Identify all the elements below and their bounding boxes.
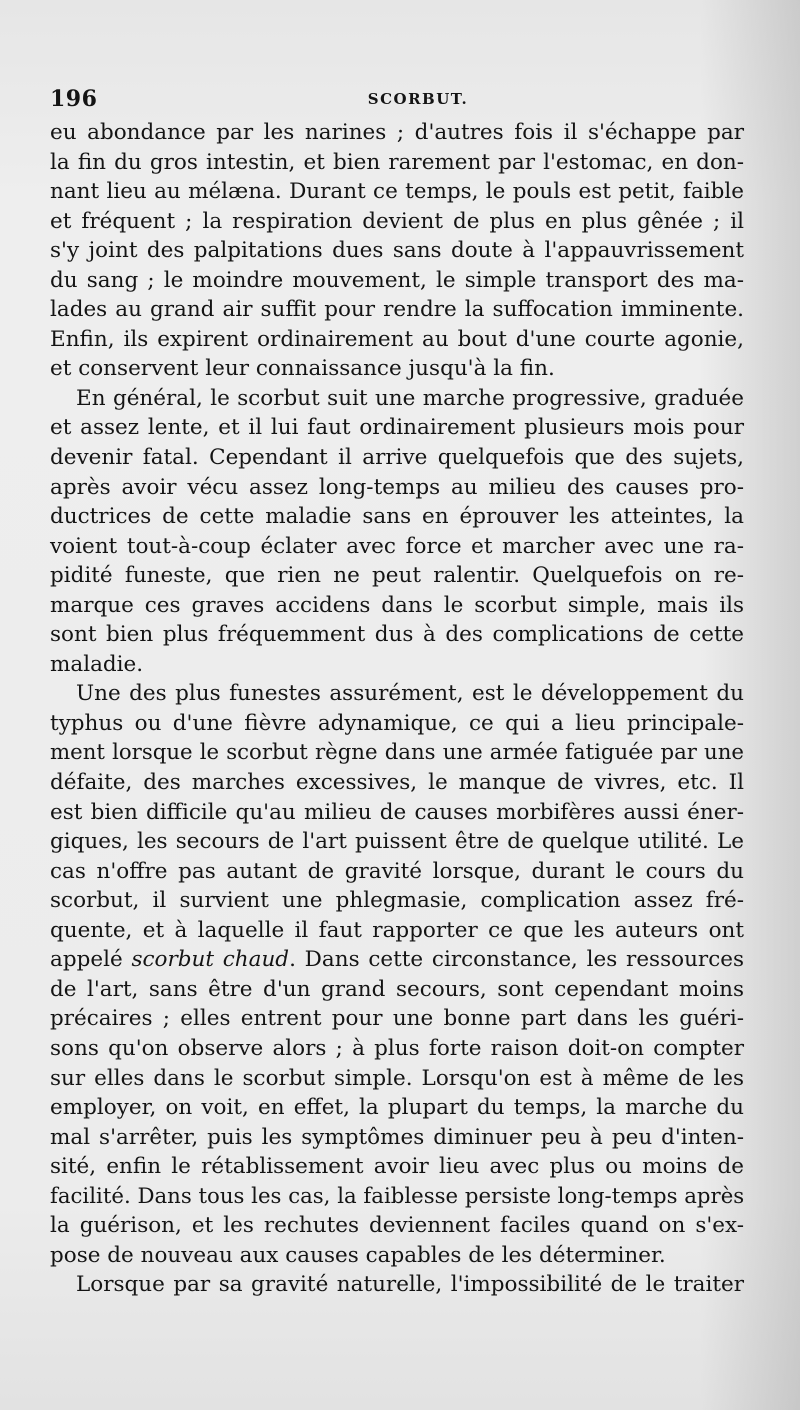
text-line: Une des plus funestes assurément, est le développement du: [76, 681, 744, 707]
text-line: voient tout-à-coup éclater avec force et marcher avec une ra-: [50, 533, 744, 559]
text-line: ductrices de cette maladie sans en éprouver les atteintes, la: [50, 504, 744, 530]
text-line: la fin du gros intestin, et bien rarement par l'estomac, en don-: [50, 149, 744, 175]
text-line: après avoir vécu assez long-temps au milieu des causes pro-: [50, 474, 744, 500]
text-line: quente, et à laquelle il faut rapporter ce que les auteurs ont: [50, 917, 744, 943]
body-text: [50, 118, 744, 1300]
text-line: et fréquent ; la respiration devient de plus en plus gênée ; il: [50, 208, 744, 234]
text-line: devenir fatal. Cependant il arrive quelquefois que des sujets,: [50, 445, 744, 471]
text-line: la guérison, et les rechutes deviennent faciles quand on s'ex-: [50, 1213, 744, 1239]
text-line: facilité. Dans tous les cas, la faiblesse persiste long-temps après: [50, 1183, 745, 1209]
text-line: marque ces graves accidens dans le scorbut simple, mais ils: [50, 592, 744, 618]
text-line: sons qu'on observe alors ; à plus forte raison doit-on compter: [50, 1035, 744, 1061]
italic-term: scorbut chaud: [131, 947, 290, 973]
text-fragment: appelé: [50, 947, 132, 973]
text-line: scorbut, il survient une phlegmasie, complication assez fré-: [50, 888, 744, 914]
paragraph: [50, 679, 744, 1270]
text-line: pidité funeste, que rien ne peut ralentir. Quelquefois on re-: [50, 563, 744, 589]
text-line: mal s'arrêter, puis les symptômes diminuer peu à peu d'inten-: [50, 1124, 744, 1150]
text-line: typhus ou d'une fièvre adynamique, ce qui a lieu principale-: [50, 710, 744, 736]
text-fragment: . Dans cette circonstance, les ressources: [289, 947, 744, 973]
paragraph: [50, 118, 744, 384]
page-number: 196: [50, 86, 98, 112]
text-line: eu abondance par les narines ; d'autres fois il s'échappe par: [50, 120, 744, 145]
paragraph: [50, 1270, 744, 1300]
text-line: ment lorsque le scorbut règne dans une armée fatiguée par une: [50, 740, 744, 766]
text-line: précaires ; elles entrent pour une bonne part dans les guéri-: [50, 1006, 744, 1032]
text-line: nant lieu au mélæna. Durant ce temps, le pouls est petit, faible: [50, 179, 744, 205]
text-line: maladie.: [50, 651, 144, 677]
text-line: giques, les secours de l'art puissent être de quelque utilité. Le: [50, 829, 744, 855]
text-line: et assez lente, et il lui faut ordinairement plusieurs mois pour: [50, 415, 744, 441]
text-line: sité, enfin le rétablissement avoir lieu avec plus ou moins de: [50, 1154, 744, 1180]
running-head: [50, 86, 744, 114]
paragraph: [50, 384, 744, 679]
running-title: SCORBUT.: [367, 90, 469, 108]
text-line: sur elles dans le scorbut simple. Lorsqu'on est à même de les: [50, 1065, 744, 1091]
text-line: Lorsque par sa gravité naturelle, l'impossibilité de le traiter: [76, 1272, 744, 1298]
text-line: employer, on voit, en effet, la plupart du temps, la marche du: [50, 1095, 744, 1121]
text-line: lades au grand air suffit pour rendre la suffocation imminente.: [50, 297, 744, 323]
text-line: En général, le scorbut suit une marche progressive, graduée: [76, 385, 744, 411]
text-line: s'y joint des palpitations dues sans doute à l'appauvrissement: [50, 238, 744, 264]
text-line: défaite, des marches excessives, le manque de vivres, etc. Il: [50, 770, 744, 796]
text-line: pose de nouveau aux causes capables de les déterminer.: [50, 1242, 666, 1268]
text-line: de l'art, sans être d'un grand secours, sont cependant moins: [50, 976, 744, 1002]
text-line: cas n'offre pas autant de gravité lorsque, durant le cours du: [50, 858, 744, 884]
text-line: sont bien plus fréquemment dus à des complications de cette: [50, 622, 744, 648]
text-line: Enfin, ils expirent ordinairement au bout d'une courte agonie,: [50, 326, 744, 352]
text-line: est bien difficile qu'au milieu de causes morbifères aussi éner-: [50, 799, 744, 825]
text-line-with-italic: [50, 945, 744, 975]
text-line: et conservent leur connaissance jusqu'à la fin.: [50, 356, 555, 382]
text-line: du sang ; le moindre mouvement, le simple transport des ma-: [50, 267, 744, 293]
